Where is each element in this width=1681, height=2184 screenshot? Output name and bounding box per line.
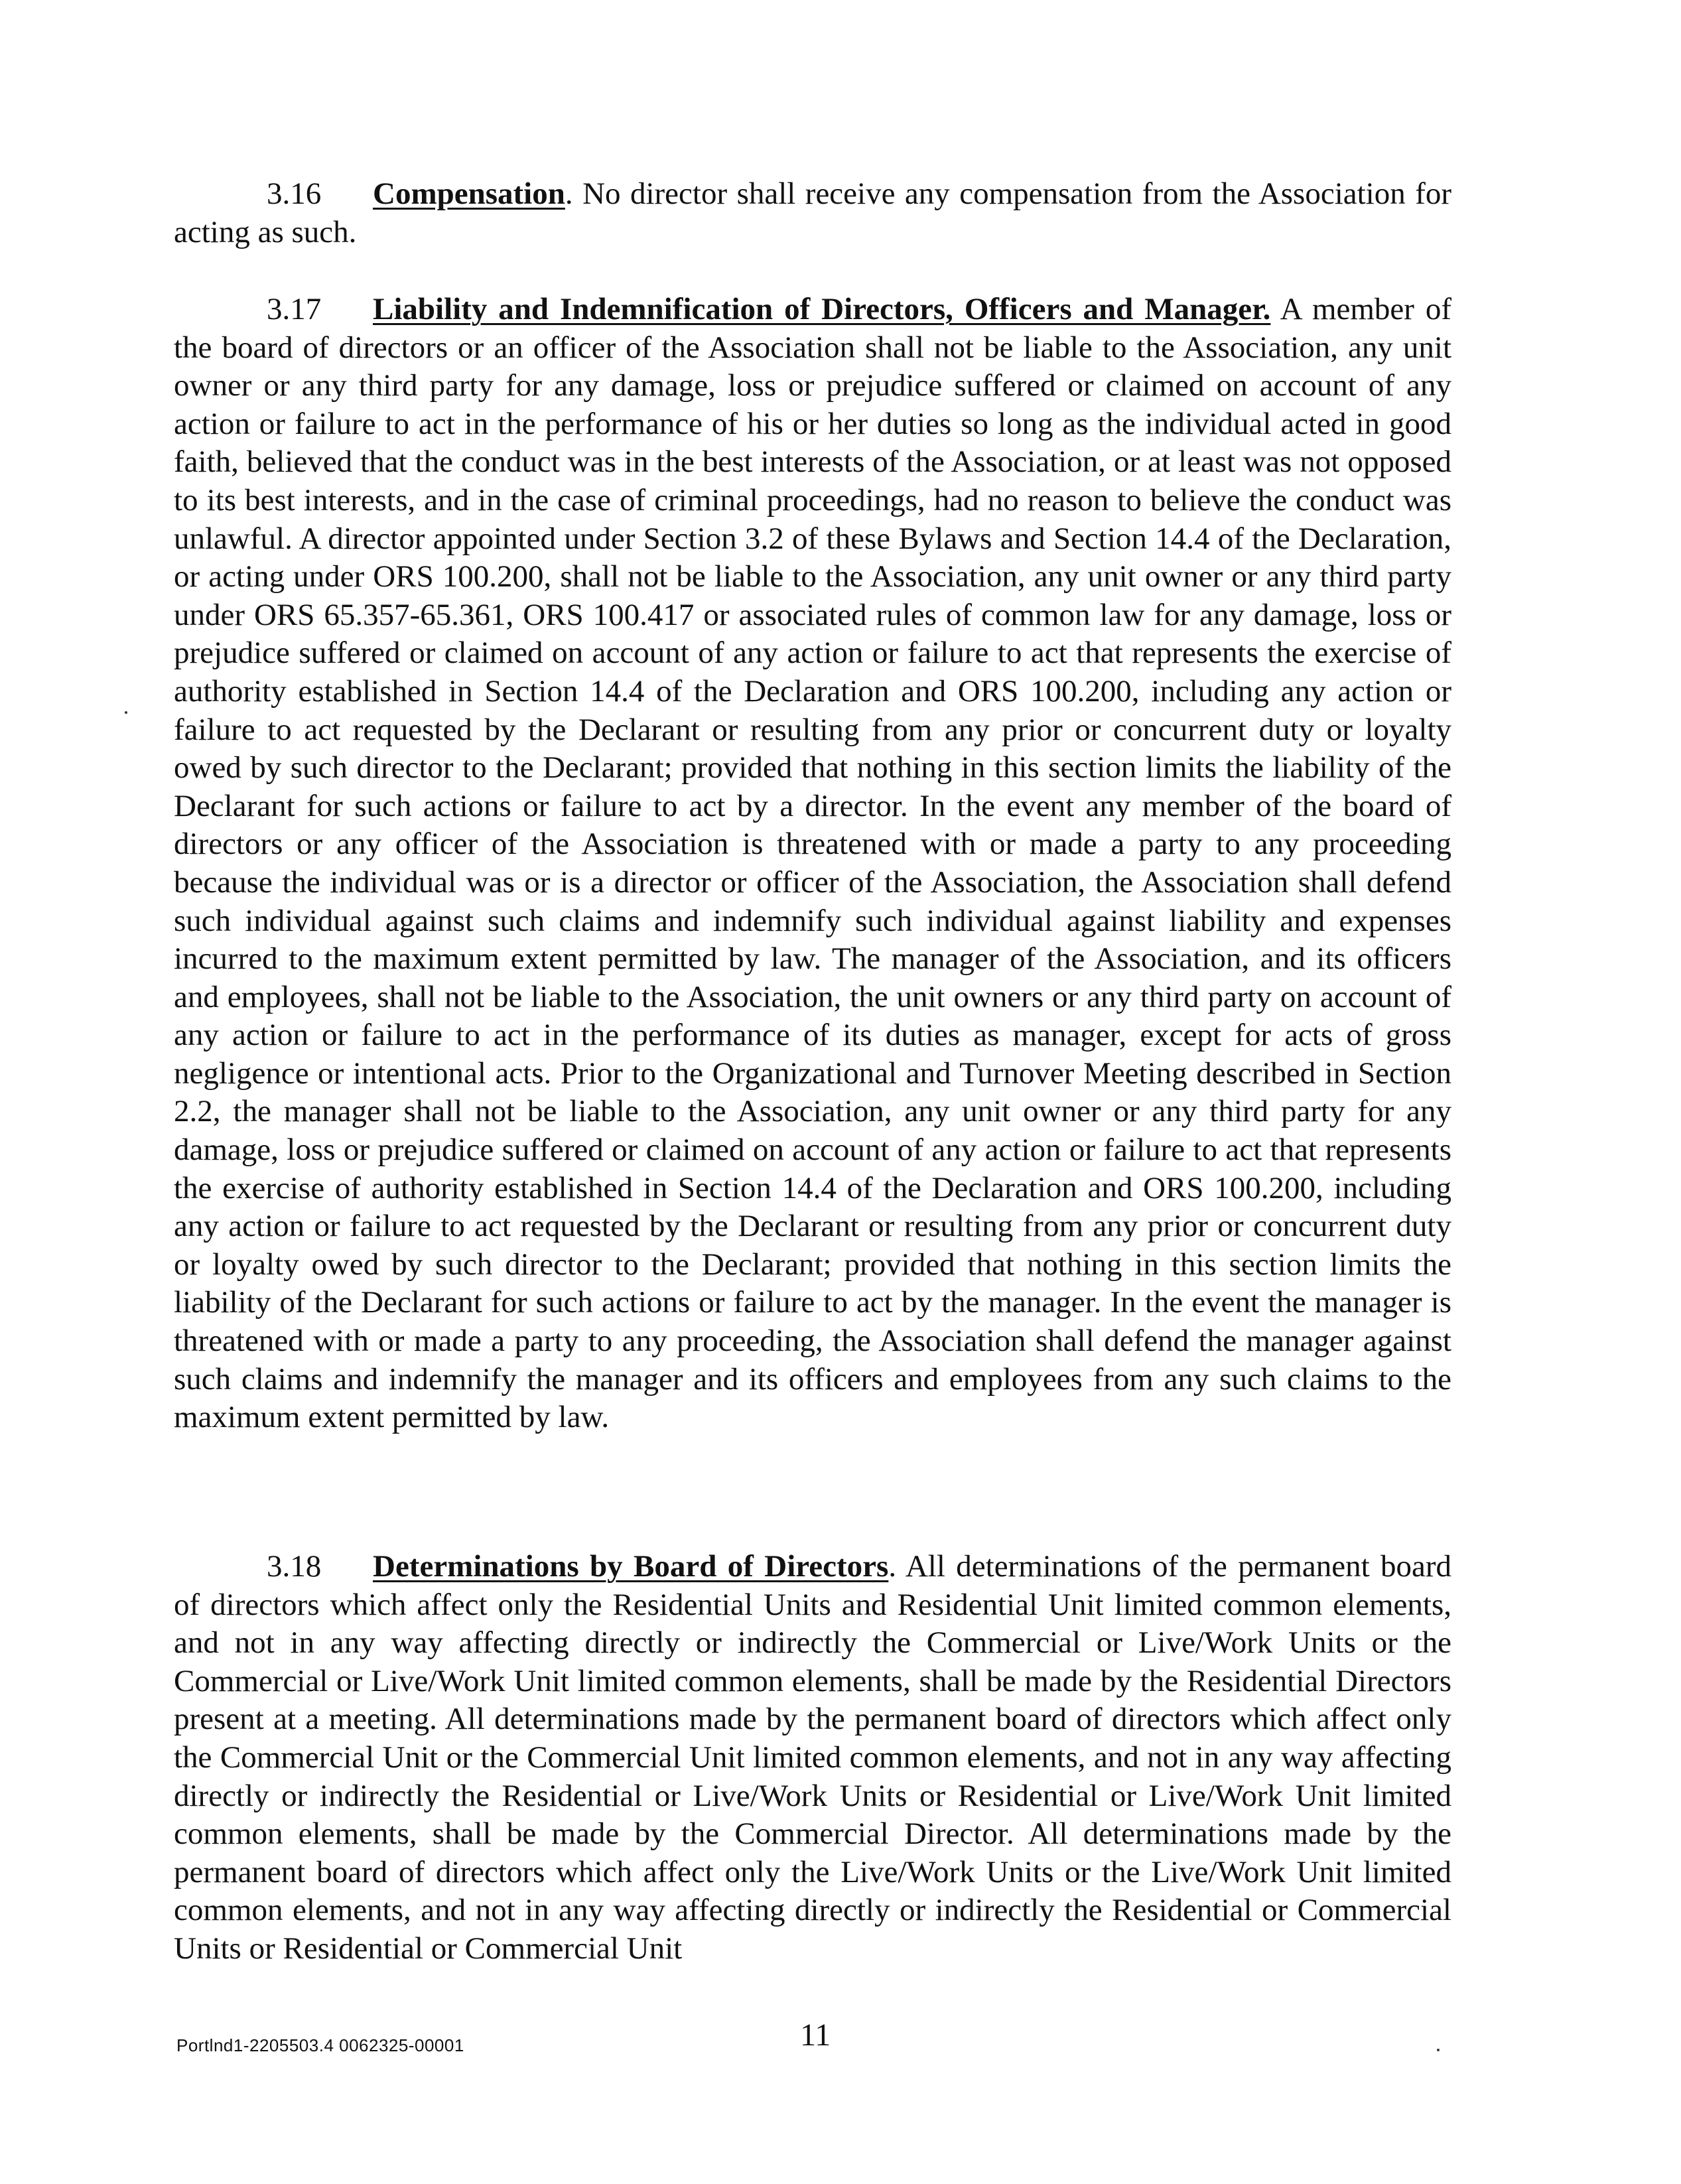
- footer-document-id: Portlnd1-2205503.4 0062325-00001: [176, 2035, 464, 2055]
- section-body: A member of the board of directors or an officer of the Association shall not be liable to the Association, any unit owner or any third party for any damage, loss or prejudice suffered or claimed on account of any action or failure to act in the performance of his or her duties so long as the individual acted in good faith, believed that the conduct was in the best interests of the Association, or at least was not opposed to its best interests, and in the case of criminal proceedings, had no reason to believe the conduct was unlawful. A director appointed under Section 3.2 of these Bylaws and Section 14.4 of the Declaration, or acting under ORS 100.200, shall not be liable to the Association, any unit owner or any third party under ORS 65.357-65.361, ORS 100.417 or associated rules of common law for any damage, loss or prejudice suffered or claimed on account of any action or failure to act that represents the exercise of authority established in Section 14.4 of the Declaration and ORS 100.200, including any action or failure to act requested by the Declarant or resulting from any prior or concurrent duty or loyalty owed by such director to the Declarant; provided that nothing in this section limits the liability of the Declarant for such actions or failure to act by a director. In the event any member of the board of directors or any officer of the Association is threatened with or made a party to any proceeding because the individual was or is a director or officer of the Association, the Association shall defend such individual against such claims and indemnify such individual against liability and expenses incurred to the maximum extent permitted by law. The manager of the Association, and its officers and employees, shall not be liable to the Association, the unit owners or any third party on account of any action or failure to act in the performance of its duties as manager, except for acts of gross negligence or intentional acts. Prior to the Organizational and Turnover Meeting described in Section 2.2, the manager shall not be liable to the Association, any unit owner or any third party for any damage, loss or prejudice suffered or claimed on account of any action or failure to act that represents the exercise of authority established in Section 14.4 of the Declaration and ORS 100.200, including any action or failure to act requested by the Declarant or resulting from any prior or concurrent duty or loyalty owed by such director to the Declarant; provided that nothing in this section limits the liability of the Declarant for such actions or failure to act by the manager. In the event the manager is threatened with or made a party to any proceeding, the Association shall defend the manager against such claims and indemnify the manager and its officers and employees from any such claims to the maximum extent permitted by law.: [174, 292, 1451, 1435]
- section-body: All determinations of the permanent board of directors which affect only the Residential Units and Residential Unit limited common elements, and not in any way affecting directly or indirectly the Commercial or Live/Work Units or the Commercial or Live/Work Unit limited common elements, shall be made by the Residential Directors present at a meeting. All determinations made by the permanent board of directors which affect only the Commercial Unit or the Commercial Unit limited common elements, and not in any way affecting directly or indirectly the Residential or Live/Work Units or Residential or Live/Work Unit limited common elements, shall be made by the Commercial Director. All determinations made by the permanent board of directors which affect only the Live/Work Units or the Live/Work Unit limited common elements, and not in any way affecting directly or indirectly the Residential or Commercial Units or Residential or Commercial Unit: [174, 1549, 1452, 1966]
- section-number: 3.16: [267, 176, 322, 211]
- section-number: 3.18: [267, 1549, 322, 1584]
- section-heading: Liability and Indemnification of Directors, Officers and Manager.: [373, 292, 1271, 326]
- scan-speck: [1437, 2049, 1440, 2051]
- section-3-16: [174, 175, 1451, 251]
- section-3-17: [174, 291, 1451, 1437]
- page-number: 11: [800, 2017, 831, 2053]
- scan-speck: [125, 711, 127, 714]
- section-number: 3.17: [267, 292, 322, 326]
- heading-suffix: .: [565, 176, 573, 211]
- heading-suffix: .: [888, 1549, 897, 1584]
- section-body: No director shall receive any compensation from the Association for acting as such.: [174, 176, 1451, 249]
- section-heading: Compensation: [373, 176, 565, 211]
- section-heading: Determinations by Board of Directors: [373, 1549, 889, 1584]
- section-3-18: [174, 1548, 1451, 1968]
